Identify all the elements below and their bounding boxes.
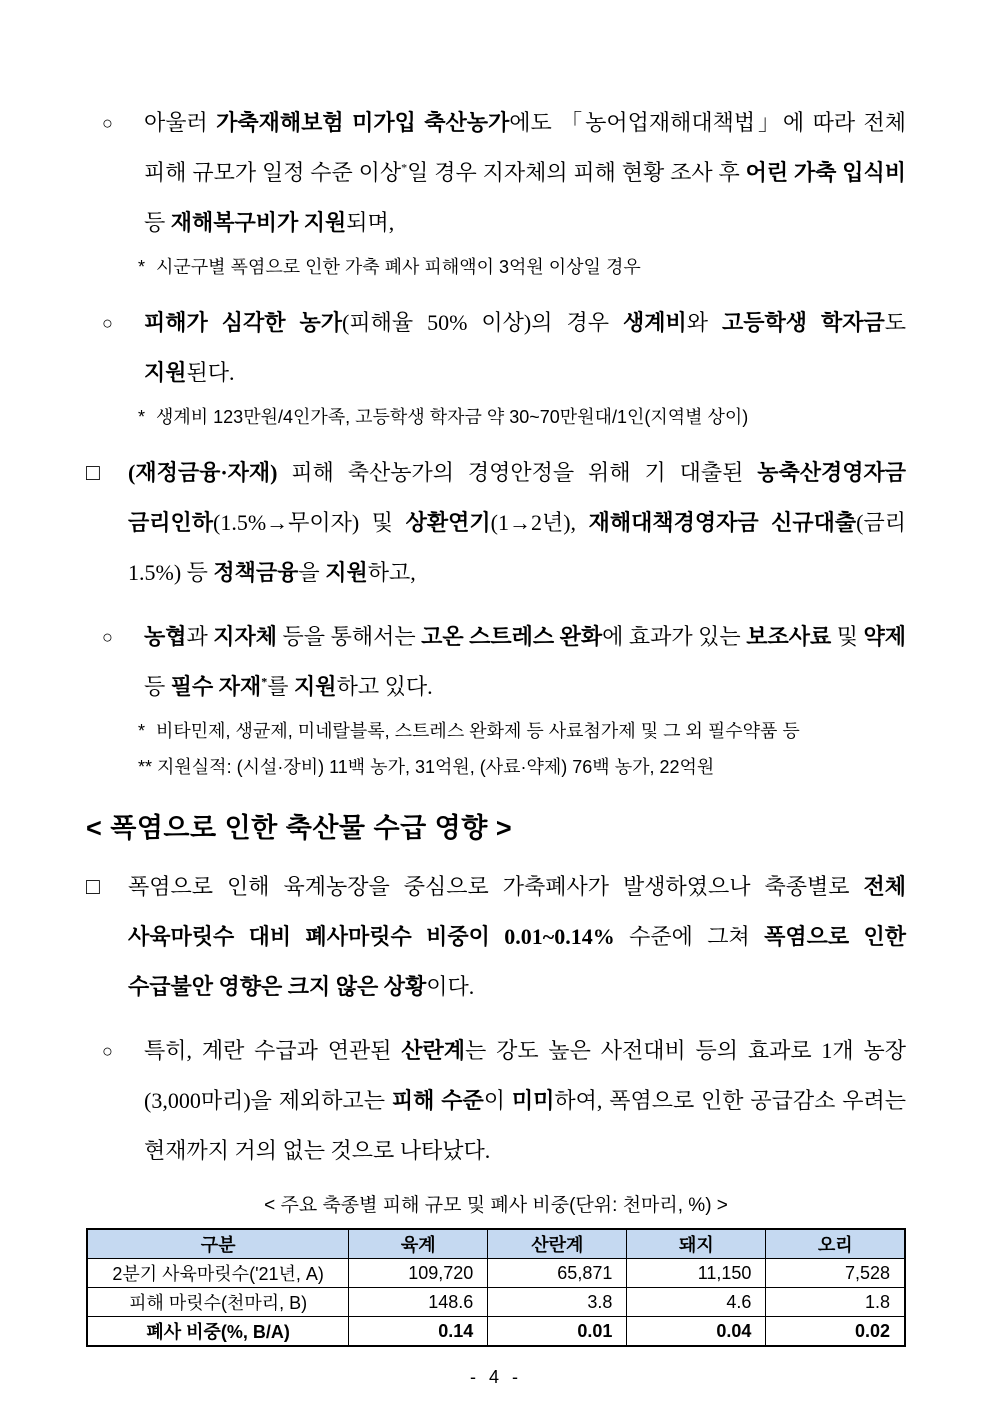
text-segment: 피해가 심각한 농가 bbox=[144, 310, 342, 335]
text-segment: 지자체 bbox=[213, 624, 278, 649]
row-label-cell: 폐사 비중(%, B/A) bbox=[87, 1317, 349, 1347]
page-number: - 4 - bbox=[469, 1367, 522, 1387]
value-cell: 0.14 bbox=[349, 1317, 488, 1347]
text-segment: 하고 있다. bbox=[336, 674, 433, 699]
text-segment: (금리 1.5%) 등 bbox=[128, 510, 906, 585]
text-segment: 특히, 계란 수급과 연관된 bbox=[144, 1038, 402, 1063]
text-segment: 어린 가축 입식비 bbox=[745, 160, 907, 185]
circle-bullet-icon: ○ bbox=[102, 1041, 113, 1061]
text-segment: 등을 통해서는 bbox=[277, 624, 422, 649]
text-segment: 고등학생 학자금 bbox=[721, 310, 885, 335]
text-segment: 및 bbox=[831, 624, 864, 649]
circle-bullet-icon: ○ bbox=[102, 313, 113, 333]
value-cell: 0.01 bbox=[488, 1317, 627, 1347]
text-segment: 재해대책경영자금 신규대출 bbox=[588, 510, 857, 535]
table-row bbox=[87, 1317, 905, 1347]
text-segment: 이 bbox=[483, 1088, 512, 1113]
footnote-marker: * bbox=[138, 407, 146, 427]
paragraph-severe-damage-support bbox=[86, 298, 906, 398]
paragraph-layer-hens bbox=[86, 1026, 906, 1176]
row-label-cell: 피해 마릿수(천마리, B) bbox=[87, 1288, 349, 1317]
footnote-damage-threshold bbox=[86, 250, 906, 284]
text-segment: (재정금융·자재) bbox=[128, 460, 292, 485]
text-segment: 상환연기 bbox=[405, 510, 491, 535]
text-segment: (1.5%→무이자) 및 bbox=[213, 510, 406, 535]
text-segment: (피해율 50% 이상)의 경우 bbox=[342, 310, 623, 335]
text-segment: 되며, bbox=[346, 210, 395, 235]
text-segment: 보조사료 bbox=[746, 624, 832, 649]
footnote-marker: * bbox=[138, 721, 146, 741]
table-header-cell: 오리 bbox=[766, 1229, 905, 1259]
text-segment: 재해복구비가 지원 bbox=[170, 210, 347, 235]
text-segment: 도 bbox=[884, 310, 906, 335]
text-segment: 를 bbox=[267, 674, 295, 699]
value-cell: 65,871 bbox=[488, 1259, 627, 1288]
footnote-support-results bbox=[86, 750, 906, 784]
text-segment: 정책금융 bbox=[213, 560, 299, 585]
text-segment: 피해 수준 bbox=[391, 1088, 484, 1113]
paragraph-text bbox=[144, 612, 906, 712]
paragraph-text bbox=[144, 98, 906, 248]
paragraph-text bbox=[144, 1026, 906, 1176]
text-segment: 농축산경영자금 금리인하 bbox=[128, 460, 906, 535]
text-segment: 생계비 bbox=[622, 310, 687, 335]
table-header-row bbox=[87, 1229, 905, 1259]
footnote-marker: * bbox=[138, 257, 146, 277]
table-header-cell: 구분 bbox=[87, 1229, 349, 1259]
footnote-marker: ** bbox=[138, 757, 153, 777]
value-cell: 3.8 bbox=[488, 1288, 627, 1317]
paragraph-text bbox=[128, 862, 906, 1012]
text-segment: 된다. bbox=[186, 360, 235, 385]
text-segment: 필수 자재 bbox=[170, 674, 262, 699]
text-segment: 일 경우 지자체의 피해 현황 조사 후 bbox=[407, 160, 746, 185]
text-segment: 가축재해보험 미가입 축산농가 bbox=[216, 110, 510, 135]
table-header-cell: 돼지 bbox=[627, 1229, 766, 1259]
value-cell: 0.04 bbox=[627, 1317, 766, 1347]
text-segment: 고온 스트레스 완화 bbox=[421, 624, 603, 649]
text-segment: 산란계 bbox=[401, 1038, 466, 1063]
footnote-living-expense bbox=[86, 400, 906, 434]
value-cell: 148.6 bbox=[349, 1288, 488, 1317]
value-cell: 11,150 bbox=[627, 1259, 766, 1288]
paragraph-material-support bbox=[86, 612, 906, 712]
table-caption: < 주요 축종별 피해 규모 및 폐사 비중(단위: 천마리, %) > bbox=[264, 1195, 728, 1216]
paragraph-text bbox=[144, 298, 906, 398]
paragraph-financial-support bbox=[86, 448, 906, 598]
paragraph-uninsured-farm-support bbox=[86, 98, 906, 248]
text-segment: 지원 bbox=[325, 560, 368, 585]
text-segment: 폭염으로 인한 수급불안 영향은 크지 않은 상황 bbox=[128, 924, 906, 999]
text-segment: 농협 bbox=[144, 624, 187, 649]
text-segment: 미미 bbox=[511, 1088, 555, 1113]
text-segment: (1→2년), bbox=[490, 510, 589, 535]
table-header-cell: 육계 bbox=[349, 1229, 488, 1259]
footnote-text: 비타민제, 생균제, 미네랄블록, 스트레스 완화제 등 사료첨가제 및 그 외 필수약품 등 bbox=[156, 721, 800, 741]
text-segment: 약제 bbox=[863, 624, 906, 649]
text-segment: 과 bbox=[186, 624, 214, 649]
row-label-cell: 2분기 사육마릿수('21년, A) bbox=[87, 1259, 349, 1288]
text-segment: * bbox=[401, 160, 408, 175]
footnote-text: 지원실적: (시설·장비) 11백 농가, 31억원, (사료·약제) 76백 농가, 22억원 bbox=[157, 757, 715, 777]
text-segment: 수준에 그쳐 bbox=[614, 924, 765, 949]
square-bullet-icon: □ bbox=[86, 874, 100, 899]
text-segment: 와 bbox=[686, 310, 722, 335]
damage-table bbox=[86, 1228, 906, 1347]
text-segment: 지원 bbox=[144, 360, 187, 385]
text-segment: * bbox=[261, 674, 268, 689]
text-segment: 피해 축산농가의 경영안정을 위해 기 대출된 bbox=[291, 460, 758, 485]
text-segment: 에도 「농어업재해대책법」에 따라 전체 피해 규모가 일정 수준 이상 bbox=[144, 110, 906, 185]
footnote-text: 생계비 123만원/4인가족, 고등학생 학자금 약 30~70만원대/1인(지역별 상이) bbox=[156, 407, 749, 427]
text-segment: 에 효과가 있는 bbox=[602, 624, 747, 649]
text-segment: 이다. bbox=[426, 974, 475, 999]
text-segment: 아울러 bbox=[144, 110, 217, 135]
table-row bbox=[87, 1259, 905, 1288]
text-segment: 전체 사육마릿수 대비 폐사마릿수 비중이 0.01~0.14% bbox=[128, 874, 906, 949]
footnote-essential-materials bbox=[86, 714, 906, 748]
section-heading-supply-impact: < 폭염으로 인한 축산물 수급 영향 > bbox=[86, 813, 513, 843]
value-cell: 109,720 bbox=[349, 1259, 488, 1288]
text-segment: 을 bbox=[298, 560, 326, 585]
value-cell: 7,528 bbox=[766, 1259, 905, 1288]
text-segment: 하여, 폭염으로 인한 공급감소 우려는 현재까지 거의 없는 것으로 나타났다. bbox=[144, 1088, 906, 1163]
paragraph-text bbox=[128, 448, 906, 598]
paragraph-mortality-ratio bbox=[86, 862, 906, 1012]
text-segment: 등 bbox=[144, 674, 171, 699]
text-segment: 지원 bbox=[294, 674, 337, 699]
value-cell: 0.02 bbox=[766, 1317, 905, 1347]
circle-bullet-icon: ○ bbox=[102, 627, 113, 647]
square-bullet-icon: □ bbox=[86, 460, 100, 485]
value-cell: 4.6 bbox=[627, 1288, 766, 1317]
text-segment: 는 강도 높은 사전대비 등의 효과로 1개 농장(3,000마리)을 제외하고는 bbox=[144, 1038, 906, 1113]
text-segment: 하고, bbox=[367, 560, 416, 585]
text-segment: 폭염으로 인해 육계농장을 중심으로 가축폐사가 발생하였으나 축종별로 bbox=[128, 874, 864, 899]
text-segment: 등 bbox=[144, 210, 171, 235]
footnote-text: 시군구별 폭염으로 인한 가축 폐사 피해액이 3억원 이상일 경우 bbox=[156, 257, 641, 277]
table-header-cell: 산란계 bbox=[488, 1229, 627, 1259]
table-row bbox=[87, 1288, 905, 1317]
value-cell: 1.8 bbox=[766, 1288, 905, 1317]
circle-bullet-icon: ○ bbox=[102, 113, 113, 133]
